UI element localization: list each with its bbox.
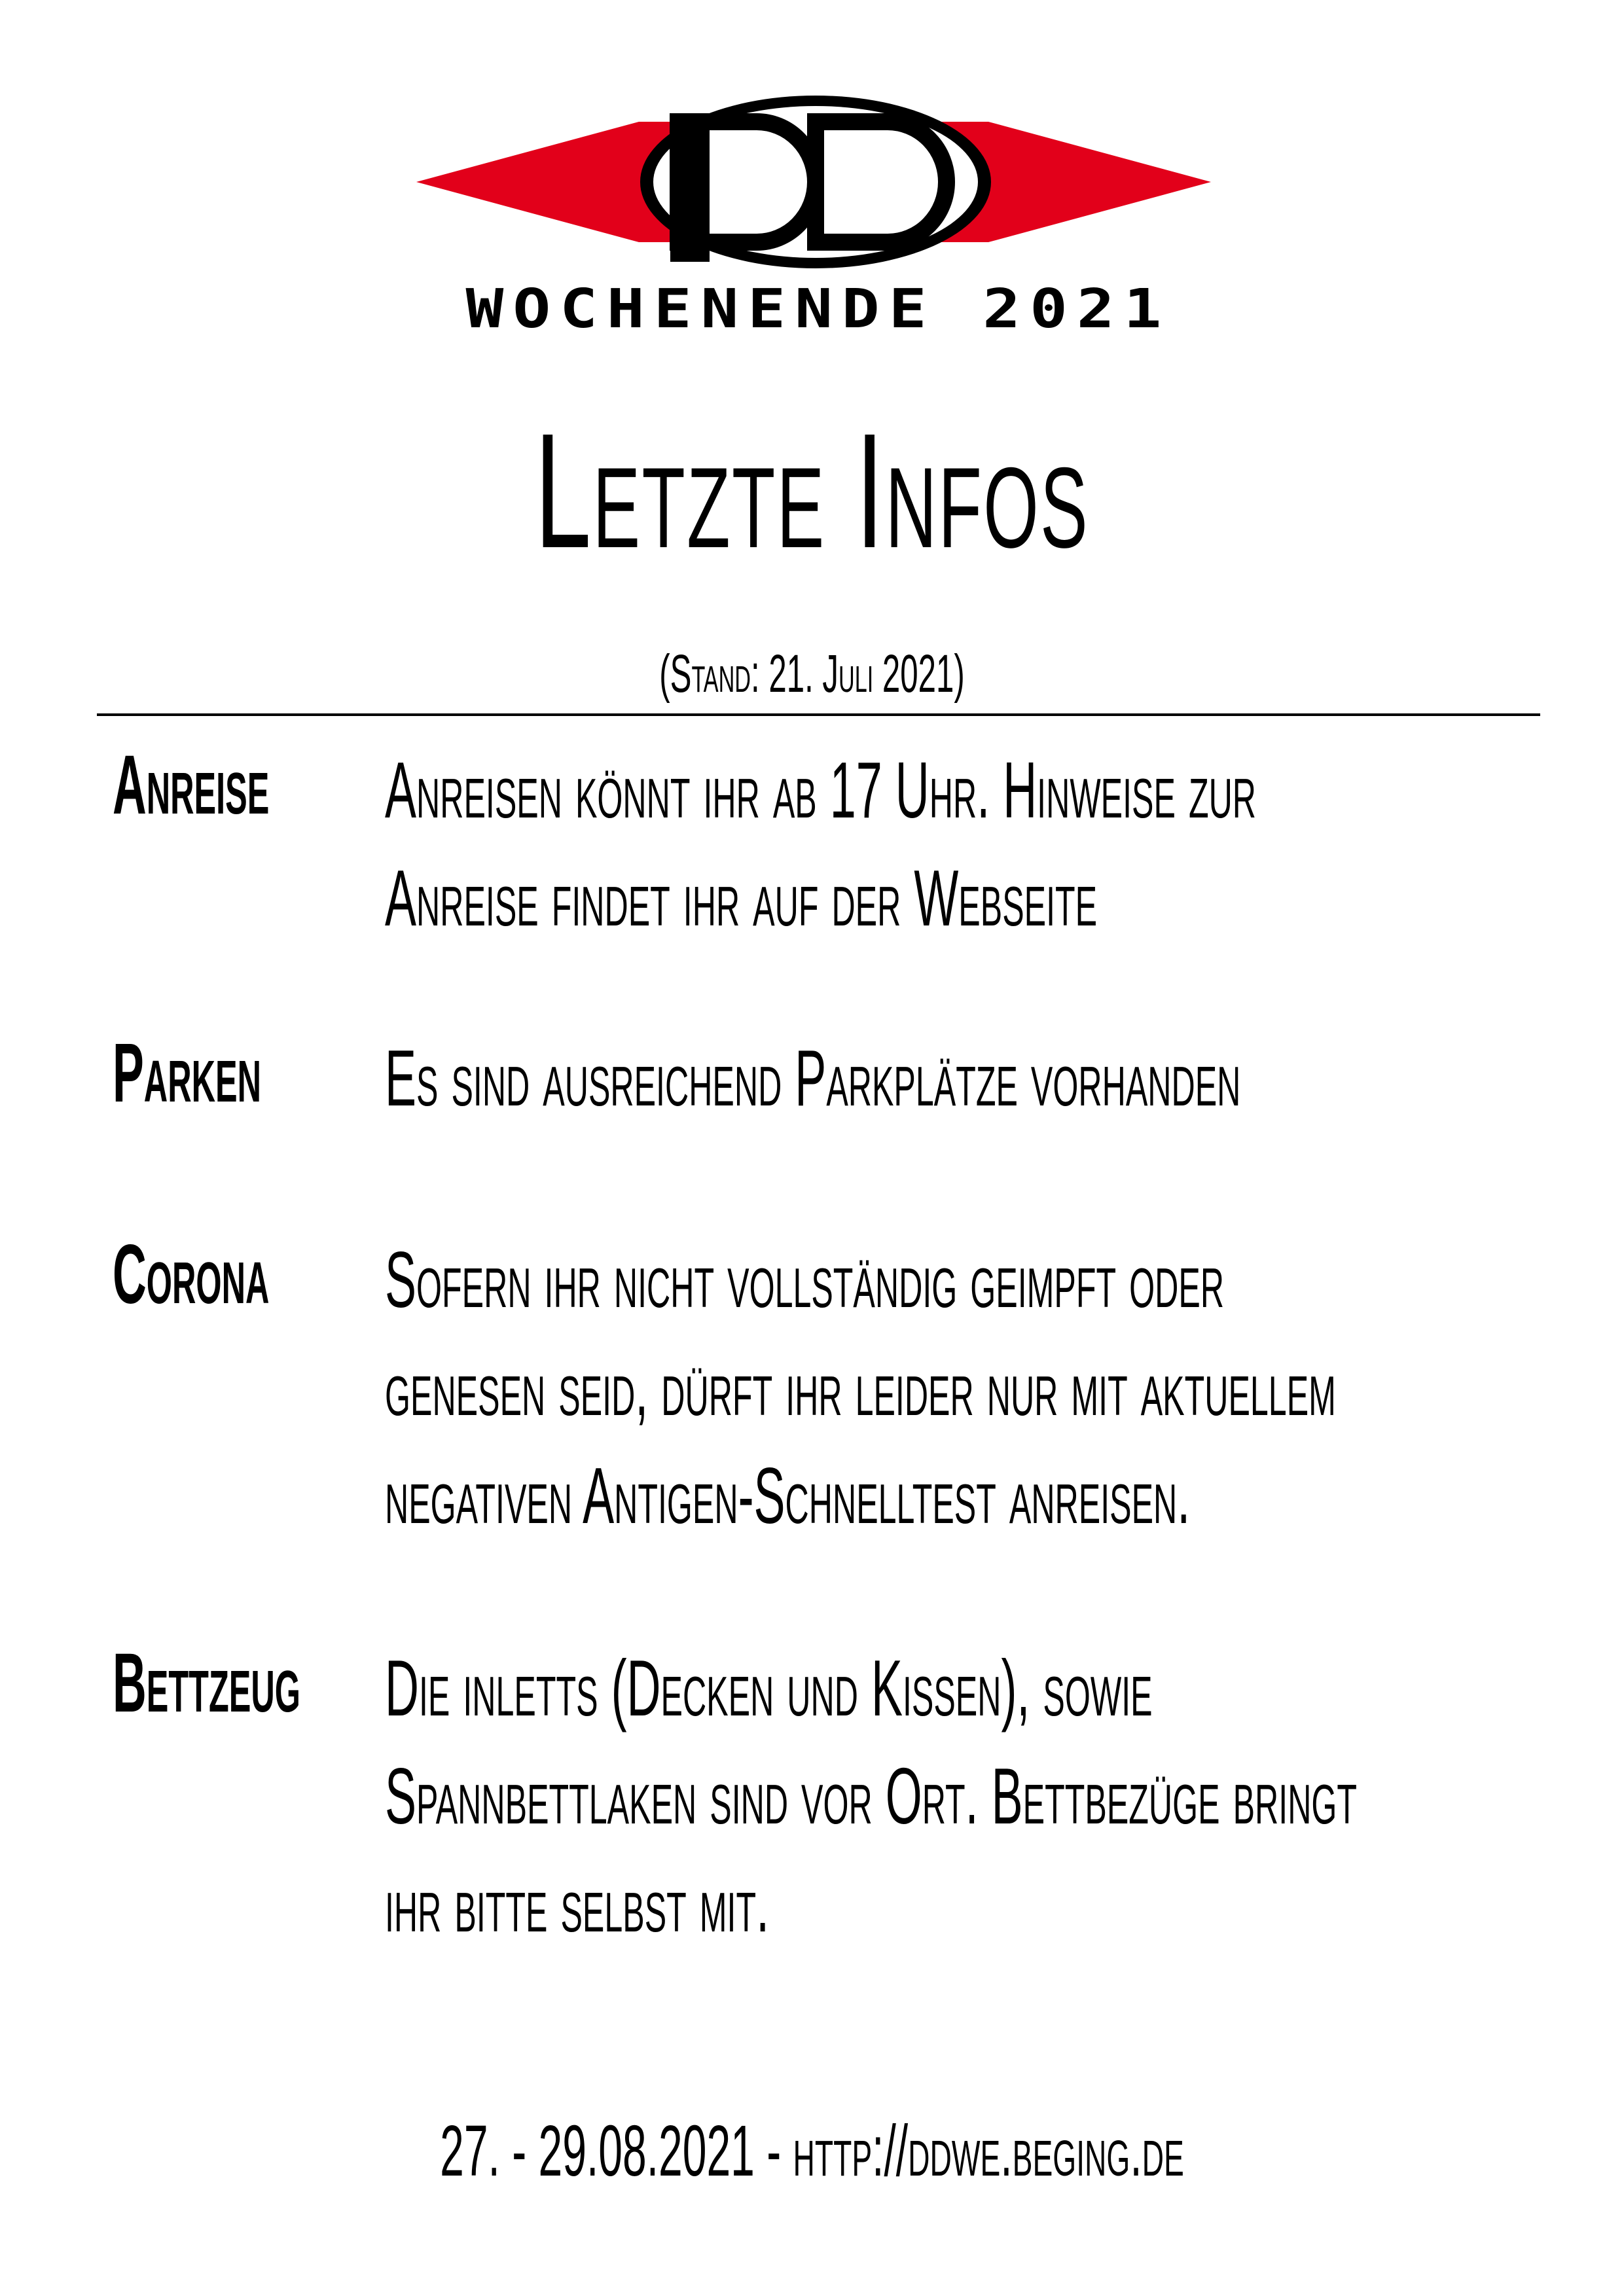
section-label: Corona bbox=[113, 1228, 270, 1321]
footer-text: 27. - 29.08.2021 - http://ddwe.beging.de bbox=[440, 2111, 1184, 2191]
section-line: Spannbettlaken sind vor Ort. Bettbezüge bringt bbox=[385, 1751, 1358, 1840]
section-line: Anreisen könnt ihr ab 17 Uhr. Hinweise zur bbox=[385, 745, 1257, 834]
page-title: Letzte Infos bbox=[534, 399, 1090, 582]
section-line: Es sind ausreichend Parkplätze vorhanden bbox=[385, 1033, 1241, 1122]
section-line: ihr bitte selbst mit. bbox=[385, 1859, 770, 1948]
divider-line bbox=[97, 713, 1540, 716]
section-line: Die inletts (Decken und Kissen), sowie bbox=[385, 1643, 1153, 1732]
section-line: genesen seid, dürft ihr leider nur mit aktuellem bbox=[385, 1343, 1336, 1432]
section-text bbox=[385, 1634, 1525, 1958]
section-text bbox=[385, 1226, 1525, 1550]
logo-caption: WOCHENENDE 2021 bbox=[465, 278, 1171, 340]
section-text bbox=[385, 736, 1525, 952]
section-label: Bettzeug bbox=[113, 1636, 300, 1730]
section-label: Parken bbox=[113, 1026, 262, 1120]
section-line: Sofern ihr nicht vollständig geimpft oder bbox=[385, 1235, 1225, 1324]
page-subtitle: (Stand: 21. Juli 2021) bbox=[659, 644, 965, 704]
section-text bbox=[385, 1024, 1525, 1132]
section-label: Anreise bbox=[113, 738, 270, 832]
section-line: Anreise findet ihr auf der Webseite bbox=[385, 853, 1098, 942]
section-line: negativen Antigen-Schnelltest anreisen. bbox=[385, 1451, 1191, 1540]
